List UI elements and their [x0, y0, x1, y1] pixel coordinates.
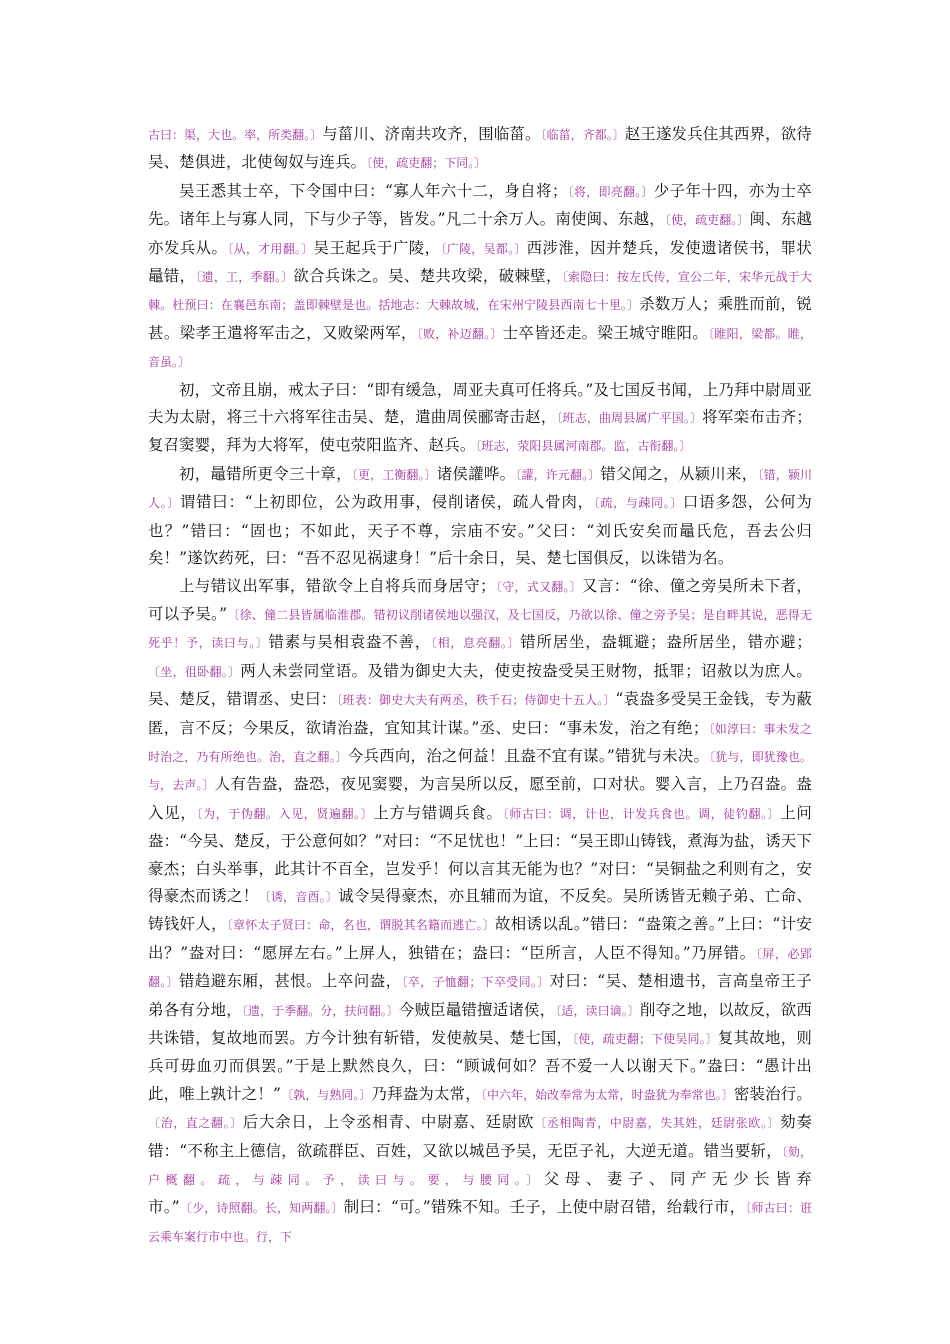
body-text: 将军栾布击齐；复召窦婴，拜为大将军，使屯荥阳监齐、赵兵。: [148, 408, 812, 455]
paragraph: [148, 178, 812, 377]
annotation-note: 〔少，诗照翻。长，知两翻。〕: [179, 1201, 344, 1216]
annotation-note: 〔坐，徂卧翻。〕: [148, 664, 241, 679]
annotation-note: 〔相，息亮翻。〕: [431, 636, 521, 651]
body-text: 父母、妻子、同产无少长皆弃市。”: [148, 1170, 812, 1217]
body-text: 错趋避东厢，甚恨。上卒问盎，: [178, 972, 402, 991]
body-text: 吴王悉其士卒，下令国中曰：“寡人年六十二，身自将；: [179, 181, 568, 200]
body-text: 吴王起兵于广陵，: [313, 238, 441, 257]
body-text: 上方与错调兵食。: [373, 803, 503, 822]
body-text: 谓错曰：“上初即位，公为政用事，侵削诸侯，疏人骨肉，: [179, 493, 594, 512]
annotation-note: 〔使，疏吏翻；下使吴同。〕: [572, 1032, 718, 1046]
annotation-note: 〔疏，与疎同。〕: [593, 496, 683, 511]
body-text: 对曰：“吴、楚相遗书，言高皇帝王子弟各有分地，: [148, 972, 812, 1019]
body-text: 削夺之地，以故反，欲西共诛错，复故地而罢。方今计独有斩错，发使赦吴、楚七国，: [148, 1000, 812, 1047]
annotation-note: 〔如淳曰：事未发之时治之，乃有所绝也。治，直之翻。〕: [148, 721, 812, 764]
annotation-note: 〔治，直之翻。〕: [148, 1116, 243, 1131]
body-text: 密装治行。: [733, 1084, 812, 1103]
annotation-note: 〔为，于伪翻。入见，贤遍翻。〕: [196, 806, 374, 821]
annotation-note: 〔徐、僮二县皆属临淮郡。错初议削诸侯地以强汉，及七国反，乃欲以徐、僮之旁予吴；是自畔其说，恶得无死乎！予，读曰与。〕: [148, 607, 812, 651]
annotation-note: 〔丞相陶青，中尉嘉，失其姓，廷尉张欧。〕: [534, 1116, 781, 1131]
body-text: 诚令吴得豪杰，亦且辅而为谊，不反矣。吴所诱皆无赖子弟、亡命、铸钱奸人，: [148, 886, 812, 934]
annotation-note: 〔中六年，始改奉常为太常，时盎犹为奉常也。〕: [480, 1087, 734, 1102]
body-text: 错素与吴相袁盎不善，: [268, 633, 431, 652]
annotation-note: 〔遗，于季翻。分，扶问翻。〕: [241, 1003, 399, 1018]
paragraph: [148, 573, 812, 1252]
body-text: 今贼臣鼂错擅适诸侯，: [398, 1000, 556, 1019]
annotation-note: 〔劾，户概翻。疏，与疎同。予，读曰与。要，与腰同。〕: [148, 1144, 812, 1188]
annotation-note: 〔屏，必郢翻。〕: [148, 946, 812, 990]
annotation-note: 〔索隐曰：按左氏传，宣公二年，宋华元战于大棘。杜预曰：在襄邑东南；盖即棘壁是也。括地志：大棘故城，在宋州宁陵县西南七十里。〕: [148, 270, 812, 313]
annotation-note: 〔使，疏吏翻；下同。〕: [366, 156, 487, 171]
body-text: 乃拜盎为太常，: [371, 1084, 481, 1103]
body-text: 少子年十四，亦为士卒先。诸年上与寡人同，下与少子等，皆发。”凡二十余万人。南使闽、东越，: [148, 181, 812, 229]
annotation-note: 〔败，补迈翻。〕: [416, 326, 503, 341]
annotation-note: 〔错，颍川人。〕: [148, 467, 812, 511]
paragraph: [148, 461, 812, 573]
annotation-note: 〔师古曰：调，计也，计发兵食也。调，徒钓翻。〕: [502, 806, 781, 821]
annotation-note: 〔卒，子恤翻；下卒受同。〕: [401, 975, 550, 990]
paragraph: [148, 377, 812, 461]
body-text: 杀数万人；乘胜而前，锐甚。梁孝王遣将军击之，又败梁两军，: [148, 295, 812, 342]
body-text: 上问盎：“今吴、楚反，于公意何如？”对曰：“不足忧也！”上曰：“吴王即山铸钱，煮海为盐，诱天下豪杰；白头举事，此其计不百全，岂发乎！何以言其无能为也？”对曰：“吴铜盐之利则有之，安得豪杰而诱之！: [148, 803, 812, 905]
body-text: 劾奏错：“不称主上德信，欲疏群臣、百姓，又欲以城邑予吴，无臣子礼，大逆无道。错当要斩，: [148, 1113, 812, 1160]
body-text: 上与错议出军事，错欲令上自将兵而身居守；: [179, 576, 496, 595]
body-text: 复其故地，则兵可毋血刃而俱罢。”于是上默然良久，曰：“顾诚何如？吾不爱一人以谢天下。”盎曰：“愚计出此，唯上孰计之！”: [148, 1029, 812, 1103]
body-text: 两人未尝同堂语。及错为御史大夫，使吏按盎受吴王财物，抵罪；诏赦以为庶人。吴、楚反，错谓丞、史曰：: [148, 661, 812, 709]
annotation-note: 〔章怀太子贤曰：命，名也，谓脱其名籍而逃亡。〕: [226, 918, 495, 933]
body-text: 今兵西向，治之何益！且盎不宜有谋。”错犹与未决。: [347, 746, 710, 765]
annotation-note: 〔师古曰：诳云乘车案行市中也。行，下: [148, 1201, 812, 1244]
annotation-note: 〔使，疏吏翻。〕: [664, 213, 750, 228]
body-text: 又言：“徐、僮之旁吴所未下者，可以予吴。”: [148, 576, 812, 623]
body-text: 错父闻之，从颍川来，: [600, 464, 758, 483]
body-text: 后大余日，上令丞相青、中尉嘉、廷尉欧: [242, 1113, 535, 1132]
annotation-note: 〔诱，音酉。〕: [258, 889, 339, 904]
body-text: 欲合兵诛之。吴、楚共攻梁，破棘壁，: [293, 267, 562, 286]
body-text: 制曰：“可。”错殊不知。壬子，上使中尉召错，绐载行市，: [343, 1198, 746, 1217]
annotation-note: 〔守，式又翻。〕: [495, 579, 583, 594]
body-text: 初，文帝且崩，戒太子曰：“即有缓急，周亚夫真可任将兵。”及七国反书闻，上乃拜中尉周亚夫为太尉，将三十六将军往击吴、楚，遣曲周侯郦寄击赵，: [148, 380, 812, 427]
annotation-note: 〔睢阳，梁都。睢，音虽。〕: [148, 326, 812, 370]
annotation-note: 〔讙，许元翻。〕: [515, 467, 601, 482]
body-text: 口语多怨，公何为也？”错曰：“固也；不如此，天子不尊，宗庙不安。”父曰：“刘氏安矣而鼂氏危，吾去公归矣！”遂饮药死，曰：“吾不忍见祸逮身！”后十余日，吴、楚七国俱反，以诛错为名。: [148, 493, 812, 568]
annotation-note: 〔临菑，齐都。〕: [540, 128, 625, 142]
body-text: 初，鼂错所更令三十章，: [179, 464, 352, 483]
annotation-note: 〔更，工衡翻。〕: [351, 467, 437, 482]
annotation-note: 〔犹与，即犹豫也。与，去声。〕: [148, 749, 812, 793]
body-text: 士卒皆还走。梁王城守睢阳。: [502, 323, 709, 342]
annotation-note: 〔广陵，吴都。〕: [440, 241, 527, 256]
annotation-note: 〔遗，工，季翻。〕: [195, 270, 294, 285]
body-text: “袁盎多受吴王金钱，专为蔽匿，言不反；今果反，欲请治盎，宜知其计谋。”丞、史曰：“事未发，治之有绝；: [148, 690, 812, 737]
annotation-note: 〔适，读曰谪。〕: [555, 1003, 640, 1018]
annotation-note: 〔班表：御史大夫有两丞，秩千石；侍御史十五人。〕: [336, 693, 616, 708]
body-text: 故相诱以乱。”错曰：“盎策之善。”上曰：“计安出？”盎对曰：“愿屏左右。”上屏人，独错在；盎曰：“臣所言，人臣不得知。”乃屏错。: [148, 915, 812, 962]
annotation-note: 〔孰，与熟同。〕: [281, 1087, 372, 1102]
document-page: [148, 121, 812, 1251]
annotation-note: 〔从，才用翻。〕: [227, 241, 314, 256]
paragraph: [148, 121, 812, 178]
body-text: 赵王遂发兵住其西界，欲待吴、楚俱进，北使匈奴与连兵。: [148, 125, 812, 172]
body-text: 与菑川、济南共攻齐，围临菑。: [322, 125, 541, 143]
body-text: 闽、东越亦发兵从。: [148, 210, 812, 257]
annotation-note: 〔班志，荥阳县属河南郡。监，古衔翻。〕: [475, 439, 692, 454]
body-text: 诸侯讙哗。: [436, 464, 516, 483]
annotation-note: 〔将，即亮翻。〕: [567, 184, 654, 199]
annotation-note: 古曰：渠，大也。率，所类翻。〕: [148, 128, 323, 142]
body-text: 错所居坐，盎辄避；盎所居坐，错亦避；: [520, 633, 812, 652]
body-text: 人有告盎，盎恐，夜见窦婴，为言吴所以反，愿至前，口对状。婴入言，上乃召盎。盎入见，: [148, 775, 812, 822]
body-text: 西涉淮，因并楚兵，发使遗诸侯书，罪状鼂错，: [148, 238, 812, 286]
annotation-note: 〔班志，曲周县属广平国。〕: [556, 411, 703, 426]
